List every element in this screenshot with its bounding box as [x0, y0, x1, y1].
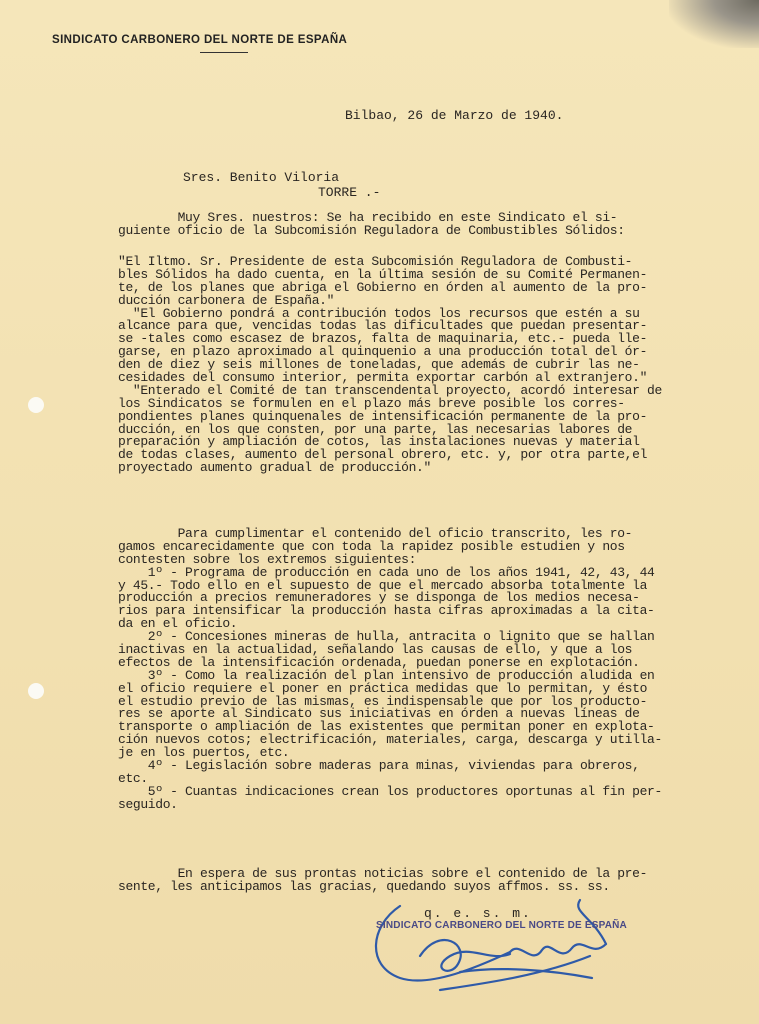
text-line: "Enterado el Comité de tan transcendental proyecto, acordó interesar de	[118, 382, 662, 398]
text-line: los Sindicatos se formulen en el plazo más breve posible los corres-	[118, 395, 625, 411]
request-paragraph	[118, 528, 718, 812]
intro-paragraph	[118, 212, 718, 238]
text-line: ción nuevos cotos; electrificación, materiales, carga, descarga y utilla-	[118, 732, 662, 748]
text-line: res se aporte al Sindicato sus iniciativas en órden a nuevas líneas de	[118, 706, 640, 722]
text-line: efectos de la intensificación ordenada, puedan ponerse en explotación.	[118, 654, 640, 670]
addressee-town: TORRE .-	[318, 185, 381, 200]
quoted-oficio	[118, 256, 718, 475]
text-line: transporte o ampliación de las existentes que permitan poner en explota-	[118, 719, 655, 735]
text-line: gamos encarecidamente que con toda la rapidez posible estudien y nos	[118, 538, 625, 554]
addressee-name: Sres. Benito Viloria	[183, 170, 340, 185]
text-line: 5º - Cuantas indicaciones crean los productores oportunas al fin per-	[118, 783, 662, 799]
text-line: guiente oficio de la Subcomisión Reguladora de Combustibles Sólidos:	[118, 222, 625, 238]
text-line: bles Sólidos ha dado cuenta, en la última sesión de su Comité Permanen-	[118, 266, 648, 282]
text-line: rios para intensificar la producción hasta cifras aproximadas a la cita-	[118, 603, 655, 619]
text-line: seguido.	[118, 796, 178, 812]
text-line: ducción, en los que consten, por una parte, las necesarias labores de	[118, 421, 633, 437]
text-line: garse, en plazo aproximado al quinquenio a una producción total del ór-	[118, 344, 648, 360]
punch-hole-top	[28, 397, 44, 413]
text-line: se -tales como escasez de brazos, falta de maquinaria, etc.- pueda lle-	[118, 331, 648, 347]
text-line: y 45.- Todo ello en el supuesto de que el mercado absorba totalmente la	[118, 577, 648, 593]
text-line: pondientes planes quinquenales de intensificación permanente de la pro-	[118, 408, 648, 424]
text-line: Muy Sres. nuestros: Se ha recibido en este Sindicato el si-	[118, 210, 618, 225]
closing-formula: q. e. s. m.	[424, 906, 532, 921]
text-line: da en el oficio.	[118, 616, 238, 632]
text-line: Para cumplimentar el contenido del oficio transcrito, les ro-	[118, 526, 633, 541]
text-line: "El Gobierno pondrá a contribución todos los recursos que estén a su	[118, 305, 640, 321]
text-line: el estudio previo de las mismas, es indispensable que por los producto-	[118, 693, 648, 709]
text-line: de todas clases, aumento del personal obrero, etc. y, por otra parte,el	[118, 447, 648, 463]
text-line: 4º - Legislación sobre maderas para minas, viviendas para obreros,	[118, 758, 640, 774]
text-line: el oficio requiere el poner en práctica medidas que lo permitan, y ésto	[118, 680, 648, 696]
text-line: je en los puertos, etc.	[118, 745, 290, 761]
text-line: etc.	[118, 770, 148, 786]
text-line: ducción carbonera de España."	[118, 292, 335, 308]
letterhead-underline	[200, 52, 248, 53]
text-line: contesten sobre los extremos siguientes:	[118, 551, 417, 567]
text-line: 2º - Concesiones mineras de hulla, antracita o lignito que se hallan	[118, 629, 655, 645]
text-line: inactivas en la actualidad, señalando las causas de ello, y que a los	[118, 642, 633, 658]
text-line: preparación y ampliación de cotos, las instalaciones nuevas y material	[118, 434, 640, 450]
text-line: 1º - Programa de producción en cada uno de los años 1941, 42, 43, 44	[118, 564, 655, 580]
signature	[360, 886, 640, 1006]
dateline: Bilbao, 26 de Marzo de 1940.	[345, 108, 564, 123]
text-line: proyectado aumento gradual de producción."	[118, 460, 431, 476]
text-line: 3º - Como la realización del plan intensivo de producción aludida en	[118, 667, 655, 683]
text-line: cesidades del consumo interior, permita exportar carbón al extranjero."	[118, 370, 648, 386]
text-line: den de diez y seis millones de toneladas, que además de cubrir las ne-	[118, 357, 640, 373]
text-line: "El Iltmo. Sr. Presidente de esta Subcomisión Reguladora de Combusti-	[118, 254, 633, 269]
text-line: producción a precios remuneradores y se disponga de los medios necesa-	[118, 590, 640, 606]
text-line: alcance para que, vencidas todas las dificultades que puedan presentar-	[118, 318, 648, 334]
paper-stain	[669, 0, 759, 48]
text-line: te, de los planes que abriga el Gobierno en órden al aumento de la pro-	[118, 279, 648, 295]
punch-hole-bottom	[28, 683, 44, 699]
sindicato-stamp: SINDICATO CARBONERO DEL NORTE DE ESPAÑA	[376, 920, 627, 931]
letterhead: SINDICATO CARBONERO DEL NORTE DE ESPAÑA	[52, 34, 348, 46]
text-line: sente, les anticipamos las gracias, quedando suyos affmos. ss. ss.	[118, 878, 610, 894]
text-line: En espera de sus prontas noticias sobre el contenido de la pre-	[118, 866, 648, 881]
